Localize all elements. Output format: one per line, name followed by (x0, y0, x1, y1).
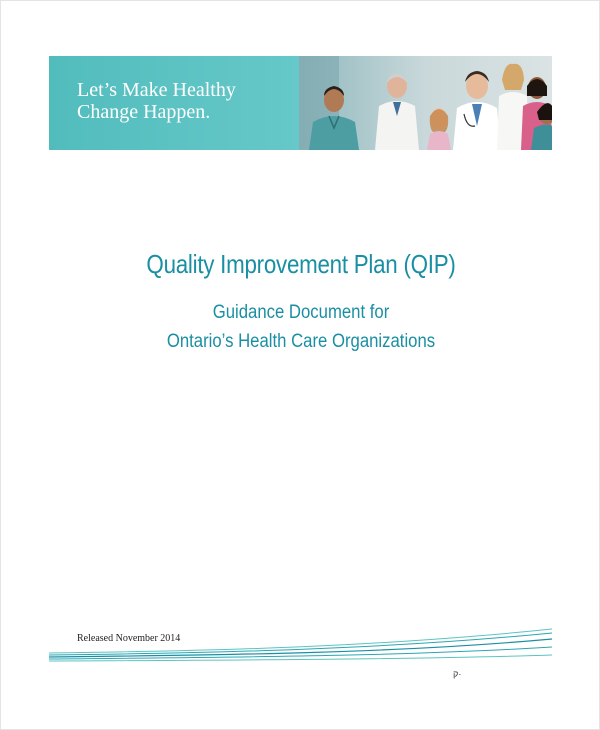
document-title: Quality Improvement Plan (QIP) (146, 249, 456, 279)
banner-tagline-line-2: Change Happen. (77, 101, 211, 123)
release-date: Released November 2014 (77, 633, 181, 644)
footer-mark: ק· (453, 669, 462, 679)
header-banner (49, 56, 552, 150)
banner-text-panel (49, 56, 299, 150)
document-subtitle-line-2: Ontario’s Health Care Organizations (166, 331, 436, 352)
document-subtitle-line-1: Guidance Document for (212, 302, 390, 323)
banner-tagline-line-1: Let’s Make Healthy (77, 79, 236, 101)
healthcare-staff-photo (299, 56, 552, 150)
